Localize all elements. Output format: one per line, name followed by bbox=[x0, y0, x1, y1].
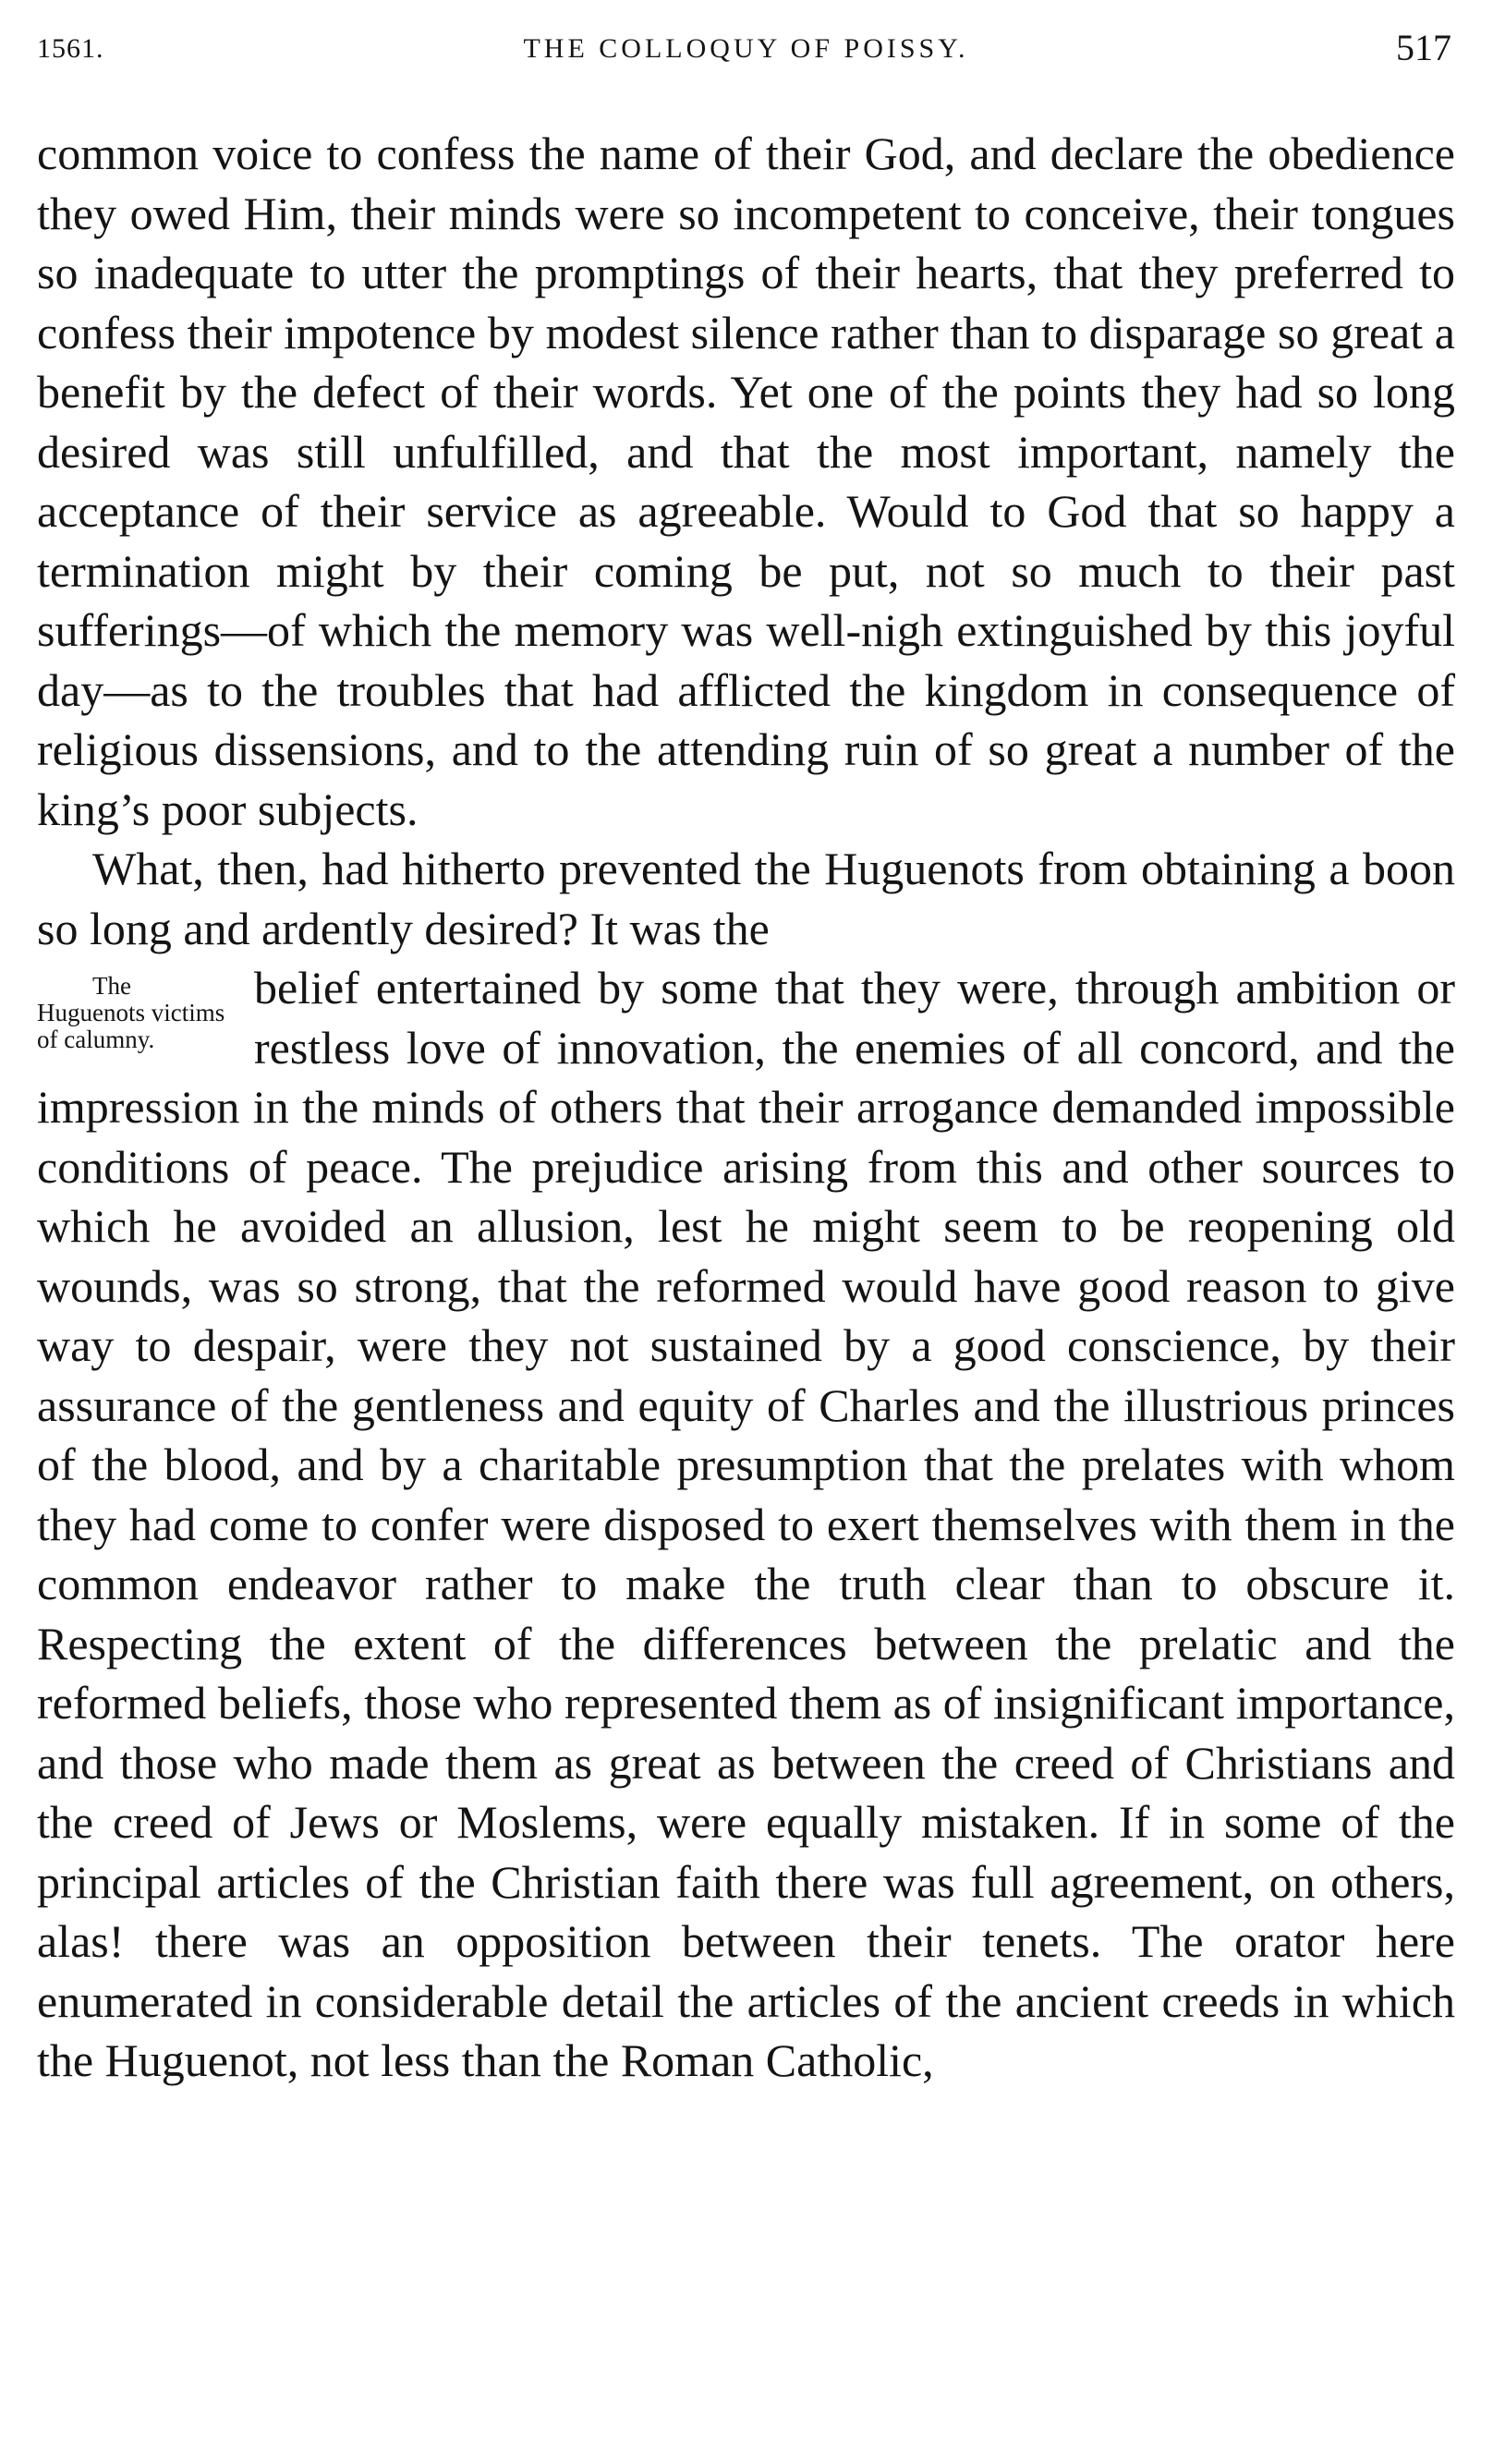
paragraph-2-lead: What, then, had hitherto prevented the Huguenots from obtaining a boon so long and ardently desired? It was the bbox=[37, 843, 1455, 954]
page-number: 517 bbox=[1396, 27, 1451, 68]
running-title: THE COLLOQUY OF POISSY. bbox=[523, 33, 969, 64]
body-text bbox=[37, 124, 1455, 2091]
paragraph-2-rest: belief entertained by some that they were, through ambition or restless love of innovation, the enemies of all concord, and the impression in the minds of others that their arrogance demanded impossible conditions of peace. The prejudice arising from this and other sources to which he avoided an allusion, lest he might seem to be reopening old wounds, was so strong, that the reformed would have good reason to give way to despair, were they not sustained by a good conscience, by their assurance of the gentleness and equity of Charles and the illustrious princes of the blood, and by a charitable presumption that the prelates with whom they had come to confer were disposed to exert themselves with them in the common endeavor rather to make the truth clear than to obscure it. Respecting the extent of the differences between the prelatic and the reformed beliefs, those who represented them as of insignificant importance, and those who made them as great as between the creed of Christians and the creed of Jews or Moslems, were equally mistaken. If in some of the principal articles of the Christian faith there was full agreement, on others, alas! there was an opposition between their tenets. The orator here enumerated in considerable detail the articles of the ancient creeds in which the Huguenot, not less than the Roman Catholic, bbox=[37, 962, 1455, 2086]
header-year: 1561. bbox=[37, 33, 104, 64]
paragraph-2 bbox=[37, 839, 1455, 2091]
paragraph-1: common voice to confess the name of their God, and declare the obedience they owed Him, their minds were so incompetent to conceive, their tongues so inadequate to utter the promptings of their hearts, that they preferred to confess their impotence by modest silence rather than to disparage so great a benefit by the defect of their words. Yet one of the points they had so long desired was still unfulfilled, and that the most important, namely the acceptance of their service as agreeable. Would to God that so happy a termination might by their coming be put, not so much to their past sufferings—of which the memory was well-nigh extinguished by this joyful day—as to the troubles that had afflicted the kingdom in consequence of religious dissensions, and to the attending ruin of so great a number of the king’s poor subjects. bbox=[37, 127, 1455, 835]
margin-note: The Huguenots victims of calumny. bbox=[37, 972, 225, 1053]
book-page bbox=[37, 20, 1455, 2086]
running-header bbox=[37, 20, 1455, 78]
